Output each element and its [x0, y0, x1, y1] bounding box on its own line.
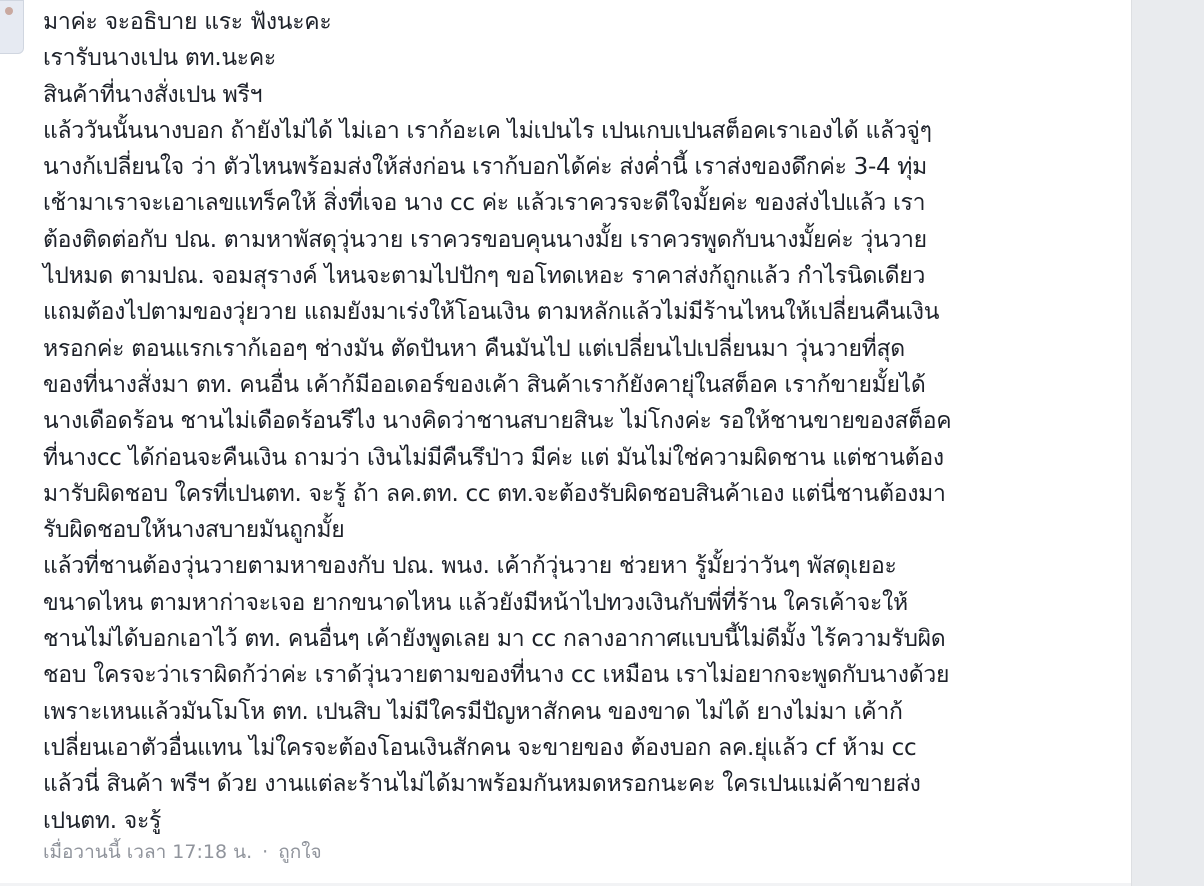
comment-line: เปลี่ยนเอาตัวอื่นแทน ไม่ใครจะต้องโอนเงินสักคน จะขายของ ต้องบอก ลค.ยุ่แล้ว cf ห้าม cc [43, 734, 917, 761]
comment-line: แล้ววันนั้นนางบอก ถ้ายังไม่ได้ ไม่เอา เราก้อะเค ไม่เปนไร เปนเกบเปนสต็อคเราเองได้ แล้วจู่ๆ [43, 117, 932, 144]
comment-line: รับผิดชอบให้นางสบายมันถูกมั้ย [43, 517, 345, 544]
comment-body [43, 4, 1123, 839]
comment-line: ของที่นางสั่งมา ตท. คนอื่น เค้าก้มีออเดอร์ของเค้า สินค้าเราก้ยังคายุ่ในสต็อค เราก้ขายมั้ยได้ [43, 371, 926, 398]
right-rail [1131, 0, 1204, 886]
timestamp-link[interactable]: เมื่อวานนี้ เวลา 17:18 น. [43, 841, 253, 863]
comment-line: แถมต้องไปตามของวุ่ยวาย แถมยังมาเร่งให้โอนเงิน ตามหลักแล้วไม่มีร้านไหนให้เปลี่ยนคืนเงิน [43, 299, 940, 326]
comment-line: นางก้เปลี่ยนใจ ว่า ตัวไหนพร้อมส่งให้ส่งก่อน เราก้บอกได้ค่ะ ส่งค่ำนี้ เราส่งของดึกค่ะ 3-4 ทุ่ม [43, 154, 928, 181]
comment-line: สินค้าที่นางสั่งเปน พรีฯ [43, 81, 263, 108]
comment-line: แล้วที่ชานต้องวุ่นวายตามหาของกับ ปณ. พนง. เค้าก้วุ่นวาย ช่วยหา รู้มั้ยว่าวันๆ พัสดุเยอะ [43, 553, 897, 580]
comment-line: นางเดือดร้อน ชานไม่เดือดร้อนรึไง นางคิดว่าชานสบายสินะ ไม่โกงค่ะ รอให้ชานขายของสต็อค [43, 408, 952, 435]
avatar-image [5, 7, 13, 15]
comment-line: เพราะเหนแล้วมันโมโห ตท. เปนสิบ ไม่มีใครมีปัญหาสักคน ของขาด ไม่ได้ ยางไม่มา เค้าก้ [43, 698, 903, 725]
comment-line: ต้องติดต่อกับ ปณ. ตามหาพัสดุวุ่นวาย เราควรขอบคุนนางมั้ย เราควรพูดกับนางมั้ยค่ะ วุ่นวาย [43, 226, 927, 253]
comment-line: มารับผิดชอบ ใครที่เปนตท. จะรู้ ถ้า ลค.ตท. cc ตท.จะต้องรับผิดชอบสินค้าเอง แต่นี่ชานต้องมา [43, 480, 946, 507]
comment-line: ไปหมด ตามปณ. จอมสุรางค์ ไหนจะตามไปปักๆ ขอโทดเหอะ ราคาส่งก้ถูกแล้ว กำไรนิดเดียว [43, 263, 926, 290]
comment-line: เปนตท. จะรู้ [43, 807, 162, 834]
comment-line: มาค่ะ จะอธิบาย แระ ฟังนะคะ [43, 9, 332, 35]
comment-line: ที่นางcc ได้ก่อนจะคืนเงิน ถามว่า เงินไม่มีคืนรึป่าว มีค่ะ แต่ มันไม่ใช่ความผิดชาน แต่ชานต้อง [43, 444, 944, 471]
comment-line: เรารับนางเปน ตท.นะคะ [43, 45, 276, 72]
avatar[interactable] [0, 0, 24, 54]
comment-line: ขนาดไหน ตามหาก่าจะเจอ ยากขนาดไหน แล้วยังมีหน้าไปทวงเงินกับพี่ที่ร้าน ใครเค้าจะให้ [43, 589, 908, 616]
meta-separator: · [262, 841, 269, 863]
like-link[interactable]: ถูกใจ [278, 841, 322, 863]
comment-line: หรอกค่ะ ตอนแรกเราก้เออๆ ช่างมัน ตัดปันหา คืนมันไป แต่เปลี่ยนไปเปลี่ยนมา วุ่นวายที่สุด [43, 335, 905, 362]
comment-line: แล้วนี่ สินค้า พรีฯ ด้วย งานแต่ละร้านไม่ได้มาพร้อมกันหมดหรอกนะคะ ใครเปนแม่ค้าขายส่ง [43, 771, 921, 798]
comment-meta [43, 839, 322, 865]
comment-line: ชอบ ใครจะว่าเราผิดก้ว่าค่ะ เราด้วุ่นวายตามของที่นาง cc เหมือน เราไม่อยากจะพูดกับนางด้วย [43, 662, 950, 689]
comment-line: เช้ามาเราจะเอาเลขแทร็คให้ สิ่งที่เจอ นาง cc ค่ะ แล้วเราควรจะดีใจมั้ยค่ะ ของส่งไปแล้ว เรา [43, 190, 926, 217]
comment-line: ชานไม่ได้บอกเอาไว้ ตท. คนอื่นๆ เค้ายังพูดเลย มา cc กลางอากาศแบบนี้ไม่ดีมั้ง ไร้ความรับผิด [43, 626, 946, 653]
